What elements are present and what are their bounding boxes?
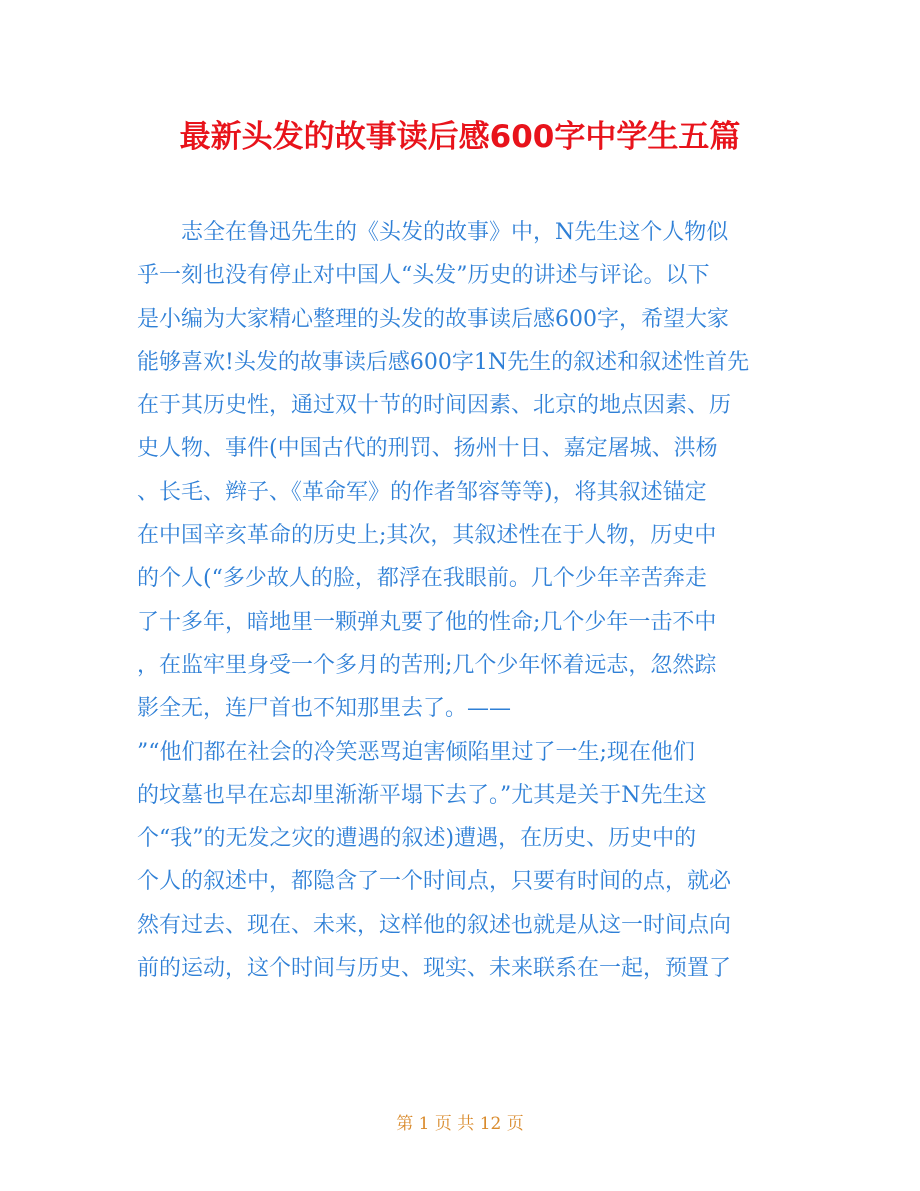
text-line: 在中国辛亥革命的历史上;其次，其叙述性在于人物，历史中 <box>137 523 717 549</box>
text-line: ”“他们都在社会的冷笑恶骂迫害倾陷里过了一生;现在他们 <box>137 739 695 765</box>
text-line: 的坟墓也早在忘却里渐渐平塌下去了。”尤其是关于N先生这 <box>137 782 707 808</box>
text-line: 、长毛、辫子、《革命军》的作者邹容等等)，将其叙述锚定 <box>137 479 707 505</box>
text-line: 个“我”的无发之灾的遭遇的叙述)遭遇，在历史、历史中的 <box>137 826 697 852</box>
text-line: 影全无，连尸首也不知那里去了。—— <box>137 696 512 722</box>
text-line: 是小编为大家精心整理的头发的故事读后感600字，希望大家 <box>137 306 729 332</box>
text-line: 的个人(“多少故人的脸，都浮在我眼前。几个少年辛苦奔走 <box>137 566 707 592</box>
text-line: ，在监牢里身受一个多月的苦刑;几个少年怀着远志，忽然踪 <box>137 652 717 678</box>
text-line: 史人物、事件(中国古代的刑罚、扬州十日、嘉定屠城、洪杨 <box>137 436 718 462</box>
text-line: 前的运动，这个时间与历史、现实、未来联系在一起，预置了 <box>137 956 732 982</box>
text-line: 在于其历史性，通过双十节的时间因素、北京的地点因素、历 <box>137 393 732 419</box>
page-footer: 第 1 页 共 12 页 <box>396 1114 524 1134</box>
text-line: 能够喜欢!头发的故事读后感600字1N先生的叙述和叙述性首先 <box>137 349 750 375</box>
text-line: 志全在鲁迅先生的《头发的故事》中，N先生这个人物似 <box>137 220 729 245</box>
body-text <box>137 211 797 990</box>
text-line: 乎一刻也没有停止对中国人“头发”历史的讲述与评论。以下 <box>137 263 710 289</box>
text-line: 了十多年，暗地里一颗弹丸要了他的性命;几个少年一击不中 <box>137 609 717 635</box>
page-title: 最新头发的故事读后感600字中学生五篇 <box>179 119 741 155</box>
text-line: 然有过去、现在、未来，这样他的叙述也就是从这一时间点向 <box>137 912 732 938</box>
text-line: 个人的叙述中，都隐含了一个时间点，只要有时间的点，就必 <box>137 869 732 895</box>
